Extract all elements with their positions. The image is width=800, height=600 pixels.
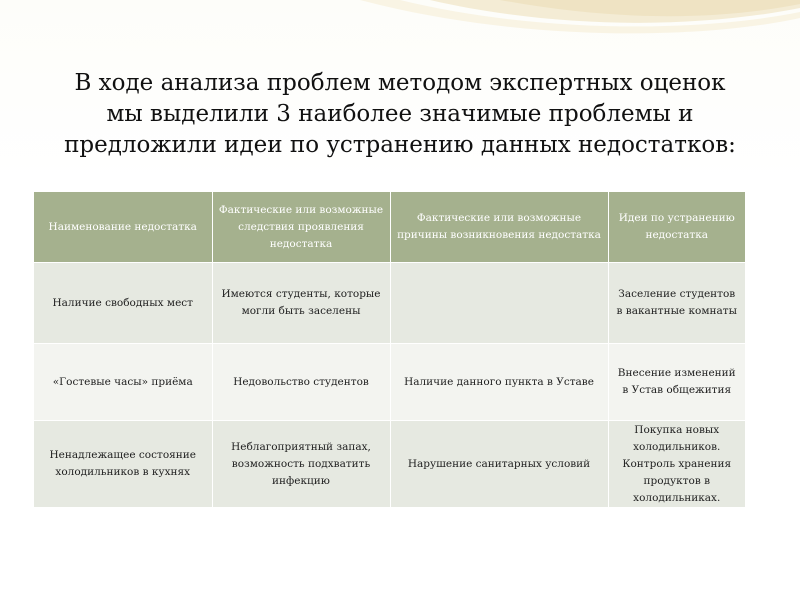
- header-cell-causes: Фактические или возможные причины возникновения недостатка: [390, 192, 608, 263]
- table-row: [34, 344, 745, 421]
- table-cell: [390, 263, 608, 344]
- title-line: мы выделили 3 наиболее значимые проблемы и: [106, 101, 694, 127]
- decorative-swoosh: [0, 0, 800, 60]
- table-cell: «Гостевые часы» приёма: [34, 344, 212, 421]
- table-cell: Имеются студенты, которые могли быть заселены: [212, 263, 390, 344]
- table-cell: Наличие свободных мест: [34, 263, 212, 344]
- slide-title: [40, 68, 760, 161]
- table-row: [34, 421, 745, 508]
- table-cell: Покупка новых холодильников. Контроль хранения продуктов в холодильниках.: [608, 421, 745, 508]
- header-cell-consequences: Фактические или возможные следствия проявления недостатка: [212, 192, 390, 263]
- header-row: [34, 192, 745, 263]
- table-cell: Неблагоприятный запах, возможность подхватить инфекцию: [212, 421, 390, 508]
- table-row: [34, 263, 745, 344]
- table-cell: Наличие данного пункта в Уставе: [390, 344, 608, 421]
- title-line: предложили идеи по устранению данных недостатков:: [64, 132, 736, 158]
- table-cell: Ненадлежащее состояние холодильников в кухнях: [34, 421, 212, 508]
- problems-table: [34, 192, 745, 507]
- table-header: [34, 192, 745, 263]
- table-cell: Недовольство студентов: [212, 344, 390, 421]
- title-line: В ходе анализа проблем методом экспертных оценок: [74, 70, 726, 96]
- table-body: [34, 263, 745, 508]
- header-cell-solution-ideas: Идеи по устранению недостатка: [608, 192, 745, 263]
- table-cell: Нарушение санитарных условий: [390, 421, 608, 508]
- table-cell: Заселение студентов в вакантные комнаты: [608, 263, 745, 344]
- header-cell-deficiency-name: Наименование недостатка: [34, 192, 212, 263]
- table-cell: Внесение изменений в Устав общежития: [608, 344, 745, 421]
